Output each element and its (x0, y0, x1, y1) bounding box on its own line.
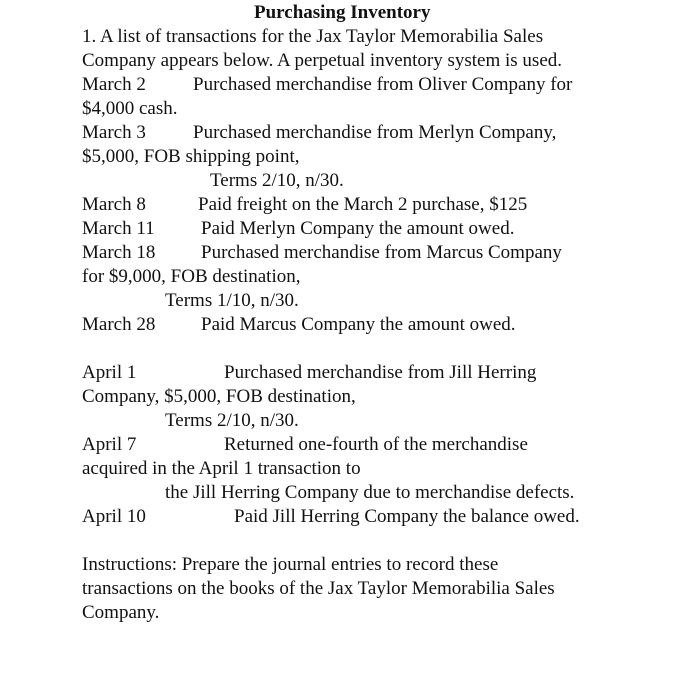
transaction-description: Returned one-fourth of the merchandise (224, 434, 528, 455)
transaction-date: March 11 (82, 218, 155, 239)
instructions-line-3: Company. (82, 602, 160, 623)
intro-line-2: Company appears below. A perpetual inventory system is used. (82, 50, 563, 71)
intro-line-1: 1. A list of transactions for the Jax Taylor Memorabilia Sales (82, 26, 544, 47)
transaction-date: March 28 (82, 314, 156, 335)
transaction-description: Paid Marcus Company the amount owed. (201, 314, 516, 335)
instructions-line-1: Instructions: Prepare the journal entries to record these (82, 554, 499, 575)
transaction-date: March 2 (82, 74, 146, 95)
transaction-description: the Jill Herring Company due to merchandise defects. (165, 482, 575, 503)
transaction-date: April 1 (82, 362, 137, 383)
transaction-description: Purchased merchandise from Marcus Company (201, 242, 562, 263)
transaction-description: Paid freight on the March 2 purchase, $125 (198, 194, 528, 215)
transaction-description: Purchased merchandise from Jill Herring (224, 362, 537, 383)
transaction-date: March 18 (82, 242, 156, 263)
transaction-date: March 3 (82, 122, 146, 143)
transaction-date: April 10 (82, 506, 146, 527)
transaction-description: Company, $5,000, FOB destination, (82, 386, 356, 407)
transaction-description: $4,000 cash. (82, 98, 178, 119)
page-title: Purchasing Inventory (254, 2, 431, 23)
transaction-description: acquired in the April 1 transaction to (82, 458, 361, 479)
transaction-date: April 7 (82, 434, 137, 455)
transaction-terms: Terms 2/10, n/30. (165, 410, 299, 431)
instructions-line-2: transactions on the books of the Jax Taylor Memorabilia Sales (82, 578, 555, 599)
transaction-terms: Terms 2/10, n/30. (210, 170, 344, 191)
transaction-description: Paid Merlyn Company the amount owed. (201, 218, 515, 239)
transaction-description: $5,000, FOB shipping point, (82, 146, 300, 167)
transaction-description: for $9,000, FOB destination, (82, 266, 301, 287)
transaction-description: Purchased merchandise from Merlyn Company, (193, 122, 557, 143)
transaction-description: Paid Jill Herring Company the balance owed. (234, 506, 580, 527)
transaction-date: March 8 (82, 194, 146, 215)
transaction-description: Purchased merchandise from Oliver Company for (193, 74, 573, 95)
transaction-terms: Terms 1/10, n/30. (165, 290, 299, 311)
